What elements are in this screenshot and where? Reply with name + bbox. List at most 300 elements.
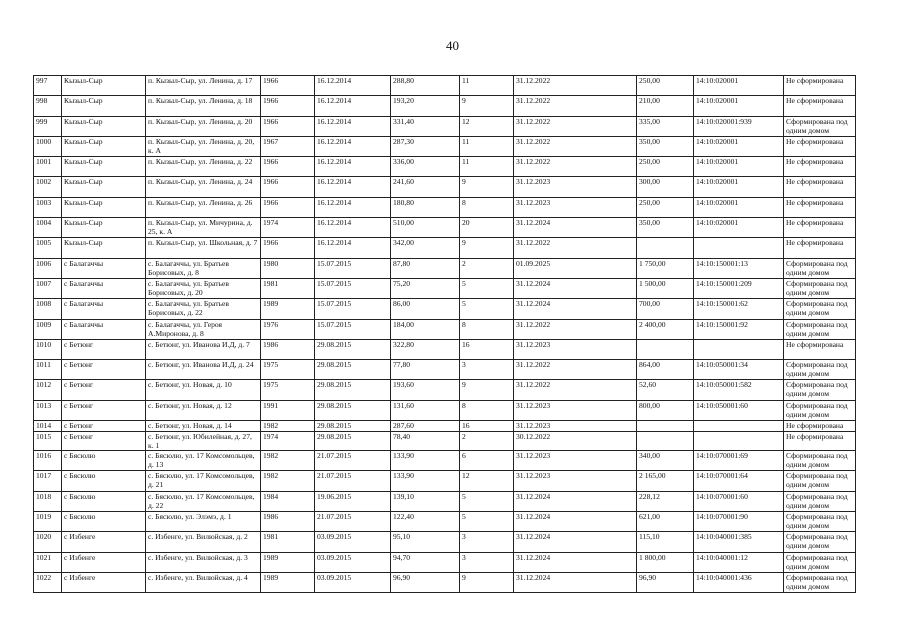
area-cell: 122,40 — [391, 511, 460, 531]
build-year-cell: 1981 — [261, 278, 315, 298]
residents-cell: 16 — [460, 339, 514, 359]
table-row — [34, 96, 856, 116]
build-year-cell: 1982 — [261, 471, 315, 491]
land-area-cell: 250,00 — [637, 76, 694, 96]
cadastral-number-cell: 14:10:020001 — [694, 76, 784, 96]
decision-date-cell: 21.07.2015 — [315, 471, 391, 491]
table-row — [34, 552, 856, 572]
area-cell: 133,90 — [391, 451, 460, 471]
cadastral-number-cell: 14:10:020001 — [694, 218, 784, 238]
settlement-cell: с Балагаччы — [62, 319, 146, 339]
land-status-cell: Не сформирована — [784, 197, 856, 217]
address-cell: п. Кызыл-Сыр, ул. Ленина, д. 17 — [146, 76, 261, 96]
row-number-cell: 1022 — [34, 572, 62, 592]
address-cell: п. Кызыл-Сыр, ул. Ленина, д. 20 — [146, 116, 261, 136]
build-year-cell: 1986 — [261, 511, 315, 531]
build-year-cell: 1989 — [261, 572, 315, 592]
decision-date-cell: 16.12.2014 — [315, 177, 391, 197]
land-status-cell: Сформирована под одним домом — [784, 471, 856, 491]
build-year-cell: 1982 — [261, 451, 315, 471]
address-cell: с. Бясюлю, ул. 17 Комсомольцев, д. 22 — [146, 491, 261, 511]
table-row — [34, 432, 856, 451]
residents-cell: 5 — [460, 511, 514, 531]
land-area-cell: 115,10 — [637, 532, 694, 552]
table-row — [34, 299, 856, 319]
row-number-cell: 998 — [34, 96, 62, 116]
area-cell: 241,60 — [391, 177, 460, 197]
decision-date-cell: 15.07.2015 — [315, 278, 391, 298]
area-cell: 95,10 — [391, 532, 460, 552]
area-cell: 131,60 — [391, 400, 460, 420]
area-cell: 86,00 — [391, 299, 460, 319]
cadastral-number-cell: 14:10:050001:34 — [694, 360, 784, 380]
land-status-cell: Сформирована под одним домом — [784, 400, 856, 420]
land-status-cell: Не сформирована — [784, 339, 856, 359]
settlement-cell: с Бясюлю — [62, 491, 146, 511]
land-status-cell: Сформирована под одним домом — [784, 278, 856, 298]
table-row — [34, 197, 856, 217]
land-area-cell: 250,00 — [637, 197, 694, 217]
row-number-cell: 1014 — [34, 421, 62, 432]
build-year-cell: 1976 — [261, 319, 315, 339]
address-cell: с. Избенге, ул. Вилюйская, д. 4 — [146, 572, 261, 592]
table-row — [34, 532, 856, 552]
decision-date-cell: 29.08.2015 — [315, 432, 391, 451]
row-number-cell: 1011 — [34, 360, 62, 380]
land-area-cell: 96,90 — [637, 572, 694, 592]
land-area-cell — [637, 432, 694, 451]
table-row — [34, 471, 856, 491]
row-number-cell: 1009 — [34, 319, 62, 339]
settlement-cell: Кызыл-Сыр — [62, 238, 146, 258]
land-status-cell: Сформирована под одним домом — [784, 451, 856, 471]
residents-cell: 8 — [460, 319, 514, 339]
row-number-cell: 997 — [34, 76, 62, 96]
address-cell: с. Бетюнг, ул. Иванова И.Д, д. 7 — [146, 339, 261, 359]
table-row — [34, 76, 856, 96]
land-area-cell: 864,00 — [637, 360, 694, 380]
area-cell: 287,60 — [391, 421, 460, 432]
address-cell: с. Балагаччы, ул. Братьев Борисовых, д. 20 — [146, 278, 261, 298]
build-year-cell: 1984 — [261, 491, 315, 511]
address-cell: с. Бетюнг, ул. Новая, д. 12 — [146, 400, 261, 420]
cadastral-number-cell: 14:10:070001:64 — [694, 471, 784, 491]
deadline-cell: 31.12.2022 — [514, 116, 637, 136]
address-cell: с. Избенге, ул. Вилюйская, д. 2 — [146, 532, 261, 552]
residents-cell: 12 — [460, 471, 514, 491]
row-number-cell: 1008 — [34, 299, 62, 319]
build-year-cell: 1975 — [261, 380, 315, 400]
land-status-cell: Не сформирована — [784, 136, 856, 156]
cadastral-number-cell: 14:10:040001:436 — [694, 572, 784, 592]
decision-date-cell: 16.12.2014 — [315, 238, 391, 258]
address-cell: с. Избенге, ул. Вилюйская, д. 3 — [146, 552, 261, 572]
housing-registry-table — [33, 75, 856, 593]
table-row — [34, 136, 856, 156]
land-area-cell — [637, 238, 694, 258]
address-cell: п. Кызыл-Сыр, ул. Школьная, д. 7 — [146, 238, 261, 258]
land-area-cell: 1 800,00 — [637, 552, 694, 572]
deadline-cell: 01.09.2025 — [514, 258, 637, 278]
deadline-cell: 31.12.2023 — [514, 421, 637, 432]
build-year-cell: 1966 — [261, 96, 315, 116]
address-cell: с. Бетюнг, ул. Новая, д. 10 — [146, 380, 261, 400]
deadline-cell: 31.12.2022 — [514, 136, 637, 156]
area-cell: 184,00 — [391, 319, 460, 339]
residents-cell: 11 — [460, 136, 514, 156]
decision-date-cell: 16.12.2014 — [315, 76, 391, 96]
build-year-cell: 1966 — [261, 76, 315, 96]
row-number-cell: 1016 — [34, 451, 62, 471]
deadline-cell: 31.12.2024 — [514, 218, 637, 238]
table-row — [34, 360, 856, 380]
cadastral-number-cell: 14:10:020001 — [694, 157, 784, 177]
cadastral-number-cell: 14:10:040001:385 — [694, 532, 784, 552]
build-year-cell: 1974 — [261, 432, 315, 451]
decision-date-cell: 15.07.2015 — [315, 319, 391, 339]
address-cell: п. Кызыл-Сыр, ул. Ленина, д. 26 — [146, 197, 261, 217]
land-status-cell: Сформирована под одним домом — [784, 258, 856, 278]
settlement-cell: с Бетюнг — [62, 380, 146, 400]
row-number-cell: 1007 — [34, 278, 62, 298]
area-cell: 193,60 — [391, 380, 460, 400]
land-area-cell: 621,00 — [637, 511, 694, 531]
deadline-cell: 31.12.2023 — [514, 451, 637, 471]
land-status-cell: Не сформирована — [784, 218, 856, 238]
table-row — [34, 421, 856, 432]
address-cell: с. Бясюлю, ул. Элэмэ, д. 1 — [146, 511, 261, 531]
cadastral-number-cell: 14:10:070001:69 — [694, 451, 784, 471]
residents-cell: 6 — [460, 451, 514, 471]
residents-cell: 12 — [460, 116, 514, 136]
table-row — [34, 491, 856, 511]
decision-date-cell: 16.12.2014 — [315, 157, 391, 177]
table-row — [34, 218, 856, 238]
area-cell: 94,70 — [391, 552, 460, 572]
residents-cell: 2 — [460, 258, 514, 278]
settlement-cell: Кызыл-Сыр — [62, 218, 146, 238]
table-row — [34, 258, 856, 278]
residents-cell: 9 — [460, 380, 514, 400]
residents-cell: 16 — [460, 421, 514, 432]
row-number-cell: 1018 — [34, 491, 62, 511]
row-number-cell: 999 — [34, 116, 62, 136]
land-status-cell: Сформирована под одним домом — [784, 299, 856, 319]
row-number-cell: 1015 — [34, 432, 62, 451]
settlement-cell: с Бясюлю — [62, 471, 146, 491]
settlement-cell: Кызыл-Сыр — [62, 76, 146, 96]
decision-date-cell: 29.08.2015 — [315, 421, 391, 432]
decision-date-cell: 03.09.2015 — [315, 572, 391, 592]
area-cell: 331,40 — [391, 116, 460, 136]
deadline-cell: 31.12.2023 — [514, 177, 637, 197]
decision-date-cell: 29.08.2015 — [315, 400, 391, 420]
build-year-cell: 1966 — [261, 157, 315, 177]
deadline-cell: 30.12.2022 — [514, 432, 637, 451]
residents-cell: 3 — [460, 360, 514, 380]
build-year-cell: 1966 — [261, 177, 315, 197]
decision-date-cell: 03.09.2015 — [315, 532, 391, 552]
land-area-cell: 800,00 — [637, 400, 694, 420]
row-number-cell: 1010 — [34, 339, 62, 359]
cadastral-number-cell: 14:10:040001:12 — [694, 552, 784, 572]
row-number-cell: 1020 — [34, 532, 62, 552]
decision-date-cell: 29.08.2015 — [315, 360, 391, 380]
table-row — [34, 572, 856, 592]
land-status-cell: Не сформирована — [784, 157, 856, 177]
settlement-cell: с Бясюлю — [62, 451, 146, 471]
decision-date-cell: 29.08.2015 — [315, 380, 391, 400]
decision-date-cell: 21.07.2015 — [315, 511, 391, 531]
land-status-cell: Не сформирована — [784, 177, 856, 197]
land-area-cell: 250,00 — [637, 157, 694, 177]
table-row — [34, 380, 856, 400]
row-number-cell: 1005 — [34, 238, 62, 258]
settlement-cell: Кызыл-Сыр — [62, 197, 146, 217]
row-number-cell: 1003 — [34, 197, 62, 217]
row-number-cell: 1002 — [34, 177, 62, 197]
deadline-cell: 31.12.2024 — [514, 532, 637, 552]
residents-cell: 11 — [460, 76, 514, 96]
land-status-cell: Сформирована под одним домом — [784, 116, 856, 136]
table-row — [34, 177, 856, 197]
residents-cell: 9 — [460, 177, 514, 197]
settlement-cell: с Бетюнг — [62, 421, 146, 432]
residents-cell: 9 — [460, 238, 514, 258]
area-cell: 288,80 — [391, 76, 460, 96]
build-year-cell: 1991 — [261, 400, 315, 420]
area-cell: 77,80 — [391, 360, 460, 380]
build-year-cell: 1986 — [261, 339, 315, 359]
residents-cell: 8 — [460, 197, 514, 217]
land-area-cell: 350,00 — [637, 136, 694, 156]
deadline-cell: 31.12.2022 — [514, 360, 637, 380]
land-status-cell: Сформирована под одним домом — [784, 552, 856, 572]
settlement-cell: с Бетюнг — [62, 360, 146, 380]
build-year-cell: 1974 — [261, 218, 315, 238]
decision-date-cell: 15.07.2015 — [315, 258, 391, 278]
cadastral-number-cell: 14:10:150001:62 — [694, 299, 784, 319]
address-cell: п. Кызыл-Сыр, ул. Ленина, д. 22 — [146, 157, 261, 177]
residents-cell: 11 — [460, 157, 514, 177]
decision-date-cell: 16.12.2014 — [315, 197, 391, 217]
row-number-cell: 1013 — [34, 400, 62, 420]
row-number-cell: 1017 — [34, 471, 62, 491]
table-row — [34, 319, 856, 339]
row-number-cell: 1006 — [34, 258, 62, 278]
build-year-cell: 1982 — [261, 421, 315, 432]
table-row — [34, 339, 856, 359]
row-number-cell: 1001 — [34, 157, 62, 177]
decision-date-cell: 03.09.2015 — [315, 552, 391, 572]
cadastral-number-cell: 14:10:050001:582 — [694, 380, 784, 400]
land-area-cell: 2 165,00 — [637, 471, 694, 491]
table-row — [34, 400, 856, 420]
table-row — [34, 278, 856, 298]
land-status-cell: Сформирована под одним домом — [784, 532, 856, 552]
land-status-cell: Не сформирована — [784, 432, 856, 451]
address-cell: с. Бясюлю, ул. 17 Комсомольцев, д. 21 — [146, 471, 261, 491]
cadastral-number-cell: 14:10:020001 — [694, 177, 784, 197]
area-cell: 180,80 — [391, 197, 460, 217]
land-status-cell: Не сформирована — [784, 96, 856, 116]
deadline-cell: 31.12.2023 — [514, 400, 637, 420]
deadline-cell: 31.12.2022 — [514, 380, 637, 400]
deadline-cell: 31.12.2023 — [514, 471, 637, 491]
address-cell: с. Балагаччы, ул. Братьев Борисовых, д. 8 — [146, 258, 261, 278]
land-area-cell: 340,00 — [637, 451, 694, 471]
build-year-cell: 1966 — [261, 197, 315, 217]
area-cell: 87,80 — [391, 258, 460, 278]
table-row — [34, 157, 856, 177]
row-number-cell: 1019 — [34, 511, 62, 531]
row-number-cell: 1000 — [34, 136, 62, 156]
build-year-cell: 1980 — [261, 258, 315, 278]
area-cell: 342,00 — [391, 238, 460, 258]
deadline-cell: 31.12.2022 — [514, 96, 637, 116]
deadline-cell: 31.12.2023 — [514, 339, 637, 359]
address-cell: п. Кызыл-Сыр, ул. Ленина, д. 24 — [146, 177, 261, 197]
area-cell: 193,20 — [391, 96, 460, 116]
residents-cell: 9 — [460, 572, 514, 592]
build-year-cell: 1989 — [261, 552, 315, 572]
decision-date-cell: 19.06.2015 — [315, 491, 391, 511]
deadline-cell: 31.12.2024 — [514, 278, 637, 298]
deadline-cell: 31.12.2022 — [514, 76, 637, 96]
settlement-cell: с Бетюнг — [62, 339, 146, 359]
residents-cell: 9 — [460, 96, 514, 116]
area-cell: 78,40 — [391, 432, 460, 451]
build-year-cell: 1981 — [261, 532, 315, 552]
cadastral-number-cell: 14:10:150001:209 — [694, 278, 784, 298]
residents-cell: 5 — [460, 278, 514, 298]
decision-date-cell: 21.07.2015 — [315, 451, 391, 471]
decision-date-cell: 16.12.2014 — [315, 136, 391, 156]
settlement-cell: Кызыл-Сыр — [62, 157, 146, 177]
land-status-cell: Не сформирована — [784, 238, 856, 258]
cadastral-number-cell: 14:10:150001:13 — [694, 258, 784, 278]
cadastral-number-cell — [694, 421, 784, 432]
address-cell: с. Бетюнг, ул. Иванова И.Д, д. 24 — [146, 360, 261, 380]
land-status-cell: Сформирована под одним домом — [784, 511, 856, 531]
row-number-cell: 1021 — [34, 552, 62, 572]
land-area-cell: 210,00 — [637, 96, 694, 116]
cadastral-number-cell: 14:10:020001 — [694, 197, 784, 217]
cadastral-number-cell: 14:10:050001:60 — [694, 400, 784, 420]
address-cell: с. Бетюнг, ул. Новая, д. 14 — [146, 421, 261, 432]
settlement-cell: с Балагаччы — [62, 299, 146, 319]
decision-date-cell: 15.07.2015 — [315, 299, 391, 319]
decision-date-cell: 16.12.2014 — [315, 96, 391, 116]
residents-cell: 3 — [460, 552, 514, 572]
build-year-cell: 1967 — [261, 136, 315, 156]
area-cell: 322,80 — [391, 339, 460, 359]
decision-date-cell: 16.12.2014 — [315, 116, 391, 136]
cadastral-number-cell: 14:10:020001 — [694, 96, 784, 116]
build-year-cell: 1966 — [261, 238, 315, 258]
settlement-cell: Кызыл-Сыр — [62, 116, 146, 136]
residents-cell: 8 — [460, 400, 514, 420]
land-status-cell: Сформирована под одним домом — [784, 491, 856, 511]
deadline-cell: 31.12.2022 — [514, 319, 637, 339]
cadastral-number-cell — [694, 339, 784, 359]
deadline-cell: 31.12.2022 — [514, 238, 637, 258]
cadastral-number-cell: 14:10:070001:90 — [694, 511, 784, 531]
land-status-cell: Сформирована под одним домом — [784, 380, 856, 400]
deadline-cell: 31.12.2024 — [514, 299, 637, 319]
area-cell: 510,00 — [391, 218, 460, 238]
land-area-cell: 300,00 — [637, 177, 694, 197]
land-status-cell: Сформирована под одним домом — [784, 572, 856, 592]
page-number: 40 — [446, 38, 459, 53]
area-cell: 287,30 — [391, 136, 460, 156]
area-cell: 96,90 — [391, 572, 460, 592]
cadastral-number-cell — [694, 238, 784, 258]
land-area-cell: 350,00 — [637, 218, 694, 238]
residents-cell: 5 — [460, 299, 514, 319]
settlement-cell: Кызыл-Сыр — [62, 96, 146, 116]
land-area-cell: 228,12 — [637, 491, 694, 511]
settlement-cell: с Избенге — [62, 572, 146, 592]
land-area-cell: 52,60 — [637, 380, 694, 400]
address-cell: п. Кызыл-Сыр, ул. Ленина, д. 20, к. А — [146, 136, 261, 156]
deadline-cell: 31.12.2024 — [514, 572, 637, 592]
decision-date-cell: 16.12.2014 — [315, 218, 391, 238]
settlement-cell: с Балагаччы — [62, 258, 146, 278]
land-status-cell: Сформирована под одним домом — [784, 319, 856, 339]
deadline-cell: 31.12.2024 — [514, 511, 637, 531]
deadline-cell: 31.12.2022 — [514, 157, 637, 177]
land-area-cell: 1 750,00 — [637, 258, 694, 278]
address-cell: с. Балагаччы, ул. Братьев Борисовых, д. 22 — [146, 299, 261, 319]
settlement-cell: Кызыл-Сыр — [62, 136, 146, 156]
land-area-cell: 1 500,00 — [637, 278, 694, 298]
cadastral-number-cell: 14:10:070001:60 — [694, 491, 784, 511]
area-cell: 133,90 — [391, 471, 460, 491]
settlement-cell: с Бетюнг — [62, 400, 146, 420]
registry-body — [34, 76, 856, 593]
land-status-cell: Сформирована под одним домом — [784, 360, 856, 380]
land-area-cell: 2 400,00 — [637, 319, 694, 339]
deadline-cell: 31.12.2024 — [514, 552, 637, 572]
address-cell: с. Балагаччы, ул. Героя А.Миронова, д. 8 — [146, 319, 261, 339]
area-cell: 75,20 — [391, 278, 460, 298]
row-number-cell: 1012 — [34, 380, 62, 400]
cadastral-number-cell: 14:10:020001:939 — [694, 116, 784, 136]
settlement-cell: с Избенге — [62, 552, 146, 572]
settlement-cell: с Бясюлю — [62, 511, 146, 531]
address-cell: с. Бетюнг, ул. Юбилейная, д. 27, к. 1 — [146, 432, 261, 451]
settlement-cell: с Избенге — [62, 532, 146, 552]
address-cell: п. Кызыл-Сыр, ул. Мичурина, д. 25, к. А — [146, 218, 261, 238]
table-row — [34, 116, 856, 136]
address-cell: с. Бясюлю, ул. 17 Комсомольцев, д. 13 — [146, 451, 261, 471]
table-row — [34, 511, 856, 531]
land-area-cell — [637, 339, 694, 359]
area-cell: 139,10 — [391, 491, 460, 511]
settlement-cell: Кызыл-Сыр — [62, 177, 146, 197]
build-year-cell: 1975 — [261, 360, 315, 380]
row-number-cell: 1004 — [34, 218, 62, 238]
build-year-cell: 1989 — [261, 299, 315, 319]
settlement-cell: с Балагаччы — [62, 278, 146, 298]
table-row — [34, 451, 856, 471]
land-area-cell: 335,00 — [637, 116, 694, 136]
decision-date-cell: 29.08.2015 — [315, 339, 391, 359]
residents-cell: 20 — [460, 218, 514, 238]
cadastral-number-cell: 14:10:020001 — [694, 136, 784, 156]
land-status-cell: Не сформирована — [784, 76, 856, 96]
